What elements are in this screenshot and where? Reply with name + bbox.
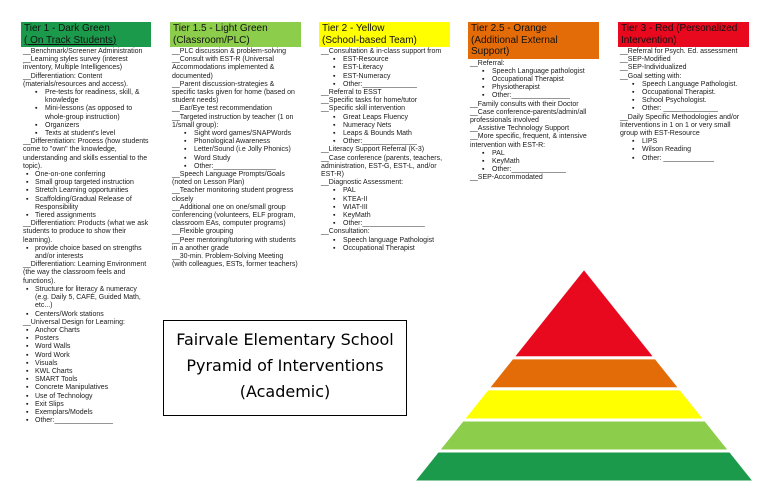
list-item: ▪ Other:________________ xyxy=(172,163,299,171)
list-item: ▪ Pre-tests for readiness, skill, & knowledge xyxy=(23,89,149,105)
list-item: __Differentiation: Learning Environment (the way the classroom feels and functions). xyxy=(23,261,147,285)
list-item: ▪ Posters xyxy=(23,335,149,343)
list-item: ▪ Other:________________ xyxy=(321,220,448,228)
list-item: __Diagnostic Assessment: xyxy=(321,179,404,187)
list-item: ▪ Stretch Learning opportunities xyxy=(23,187,149,195)
tier2-5-column xyxy=(468,22,599,183)
list-item: __Additional one on one/small group conferencing (volunteers, ELF program, classroom EAs, computer programs) xyxy=(172,203,296,228)
list-item: __Consult with EST-R (Universal Accommodations implemented & documented) xyxy=(172,56,275,80)
list-item: ▪ Use of Technology xyxy=(23,393,149,401)
list-item: __More specific, frequent, & intensive intervention with EST-R: xyxy=(470,133,587,149)
list-item: ▪ provide choice based on strengths and/or interests xyxy=(23,245,149,261)
list-item: ▪ Letter/Sound (i.e Jolly Phonics) xyxy=(172,146,299,154)
list-item: ▪ Anchor Charts xyxy=(23,327,149,335)
list-item: ▪ KeyMath xyxy=(470,158,597,166)
pyramid-tier-3 xyxy=(463,389,706,420)
tier2-5-header xyxy=(468,22,599,59)
list-item: ▪ Exit Slips xyxy=(23,401,149,409)
list-item: __Referral to ESST xyxy=(321,89,382,97)
list-item: ▪ KWL Charts xyxy=(23,368,149,376)
list-item: __Differentiation: Content (materials/resources and access). xyxy=(23,72,129,88)
list-item: ▪ Other:______________ xyxy=(470,166,597,174)
tier2-5-subtitle-2: Support) xyxy=(471,46,510,57)
list-item: ▪ Small group targeted instruction xyxy=(23,179,149,187)
list-item: ▪ Concrete Manipulatives xyxy=(23,384,149,392)
tier2-header xyxy=(319,22,450,47)
list-item: __Referral: xyxy=(470,59,505,67)
list-item: ▪ SMART Tools xyxy=(23,376,149,384)
list-item: __Teacher monitoring student progress closely xyxy=(172,187,294,203)
list-item: ▪ Phonological Awareness xyxy=(172,138,299,146)
list-item: ▪ Other: _____________ xyxy=(620,155,747,163)
list-item: __Assistive Technology Support xyxy=(470,125,570,133)
list-item: __Consultation: xyxy=(321,228,370,236)
list-item: __Literacy Support Referral (K-3) xyxy=(321,146,425,154)
tier1-column xyxy=(21,22,151,425)
list-item: __PLC discussion & problem-solving xyxy=(172,48,286,55)
list-item: __Benchmark/Screener Administration xyxy=(23,48,143,55)
list-item: ▪ Great Leaps Fluency xyxy=(321,114,448,122)
list-item: ▪ Leaps & Bounds Math xyxy=(321,130,448,138)
tier2-5-subtitle: (Additional External xyxy=(471,34,558,46)
tier1-title: Tier 1 - Dark Green xyxy=(24,23,110,34)
tier2-column xyxy=(319,22,450,253)
list-item: __SEP-Modified xyxy=(620,56,671,64)
tier2-title: Tier 2 - Yellow xyxy=(322,23,385,34)
list-item: ▪ Physiotherapist xyxy=(470,84,597,92)
school-name: Fairvale Elementary School xyxy=(176,330,394,349)
tier2-5-list xyxy=(468,59,599,183)
list-item: __Speech Language Prompts/Goals (noted on Lesson Plan) xyxy=(172,171,285,187)
tier3-list xyxy=(618,47,749,163)
list-item: ▪ KTEA-II xyxy=(321,196,448,204)
list-item: ▪ Word Work xyxy=(23,352,149,360)
list-item: ▪ Other:_______________ xyxy=(470,92,597,100)
school-title-box xyxy=(163,320,407,416)
pyramid-tier-1 xyxy=(512,268,656,358)
list-item: __Specific tasks for home/tutor xyxy=(321,97,418,105)
tier3-subtitle: Intervention) xyxy=(621,34,677,46)
list-item: __Parent discussion-strategies & specific tasks given for home (based on student needs) xyxy=(172,80,295,105)
document-title: Pyramid of Interventions xyxy=(186,356,384,375)
list-item: __SEP-Individualized xyxy=(620,64,687,72)
list-item: __30-min. Problem-Solving Meeting (with colleagues, ESTs, former teachers) xyxy=(172,253,298,269)
list-item: ▪ Speech Language pathologist xyxy=(470,68,597,76)
list-item: ▪ PAL xyxy=(470,150,597,158)
list-item: ▪ Numeracy Nets xyxy=(321,122,448,130)
list-item: ▪ Scaffolding/Gradual Release of Responsibility xyxy=(23,196,149,212)
list-item: ▪ One-on-one conferring xyxy=(23,171,149,179)
list-item: __Universal Design for Learning: xyxy=(23,318,125,326)
list-item: ▪ Centers/Work stations xyxy=(23,311,149,319)
list-item: __Differentiation: Process (how students come to "own" the knowledge, understanding and skills essential to the topic). xyxy=(23,138,149,170)
list-item: ▪ Word Walls xyxy=(23,343,149,351)
tier2-list xyxy=(319,47,450,253)
list-item: ▪ KeyMath xyxy=(321,212,448,220)
list-item: ▪ Wilson Reading xyxy=(620,146,747,154)
list-item: ▪ Other:_______________ xyxy=(23,417,149,425)
tier1-5-subtitle: (Classroom/PLC) xyxy=(173,34,250,46)
list-item: ▪ Speech language Pathologist xyxy=(321,237,448,245)
list-item: ▪ Other:______________ xyxy=(321,81,448,89)
list-item: __Case conference (parents, teachers, administration, EST-G, EST-L, and/or EST-R) xyxy=(321,154,443,179)
list-item: ▪ Occupational Therapist. xyxy=(620,89,747,97)
list-item: ▪ WIAT-III xyxy=(321,204,448,212)
list-item: ▪ Occupational Therapist xyxy=(470,76,597,84)
list-item: __Specific skill intervention xyxy=(321,105,406,113)
tier3-title: Tier 3 - Red (Personalized xyxy=(621,23,738,34)
list-item: __Differentiation: Products (what we ask students to produce to show their learning). xyxy=(23,220,149,244)
list-item: ▪ Organizers xyxy=(23,122,149,130)
list-item: __Family consults with their Doctor xyxy=(470,100,579,108)
list-item: __Case conference-parents/admin/all professionals involved xyxy=(470,108,587,124)
list-item: ▪ EST-Resource xyxy=(321,56,448,64)
list-item: ▪ Speech Language Pathologist. xyxy=(620,81,747,89)
list-item: ▪ Structure for literacy & numeracy (e.g. Daily 5, CAFÉ, Guided Math, etc...) xyxy=(23,286,149,311)
tier1-5-column xyxy=(170,22,301,269)
tier1-5-header xyxy=(170,22,301,47)
list-item: ▪ Tiered assignments xyxy=(23,212,149,220)
list-item: __Learning styles survey (interest inventory, Multiple Intelligences) xyxy=(23,56,128,72)
list-item: __Flexible grouping xyxy=(172,228,234,236)
tier1-subtitle: ( On Track Students) xyxy=(24,34,117,46)
list-item: __Goal setting with: xyxy=(620,72,682,80)
tier2-subtitle: (School-based Team) xyxy=(322,34,417,46)
list-item: ▪ Word Study xyxy=(172,155,299,163)
tier1-5-title: Tier 1.5 - Light Green xyxy=(173,23,268,34)
list-item: ▪ School Psychologist. xyxy=(620,97,747,105)
tier1-5-list xyxy=(170,47,301,269)
tier2-5-title: Tier 2.5 - Orange xyxy=(471,23,547,34)
pyramid-graphic xyxy=(413,268,755,482)
list-item: __SEP-Accommodated xyxy=(470,174,543,182)
tier1-list xyxy=(21,47,151,425)
list-item: __Referral for Psych. Ed. assessment xyxy=(620,48,738,55)
list-item: ▪ Other: ______________ xyxy=(620,105,747,113)
pyramid-tier-5 xyxy=(413,451,755,482)
list-item: ▪ LIPS xyxy=(620,138,747,146)
list-item: __Consultation & in-class support from xyxy=(321,48,442,55)
document-subtitle: (Academic) xyxy=(239,382,331,401)
list-item: __Daily Specific Methodologies and/or Interventions in 1 on 1 or very small group with EST-Resource xyxy=(620,113,740,138)
list-item: __Targeted instruction by teacher (1 on 1/small group): xyxy=(172,113,294,129)
list-item: ▪ Exemplars/Models xyxy=(23,409,149,417)
list-item: ▪ Occupational Therapist xyxy=(321,245,448,253)
list-item: ▪ Sight word games/SNAPWords xyxy=(172,130,299,138)
pyramid-tier-4 xyxy=(438,420,730,451)
list-item: ▪ Texts at student's level xyxy=(23,130,149,138)
list-item: ▪ EST-Numeracy xyxy=(321,73,448,81)
list-item: ▪ Visuals xyxy=(23,360,149,368)
list-item: __Ear/Eye test recommendation xyxy=(172,105,272,113)
tier3-column xyxy=(618,22,749,163)
list-item: ▪ Other:______________ xyxy=(321,138,448,146)
pyramid-tier-2 xyxy=(487,358,680,389)
list-item: ▪ Mini-lessons (as opposed to whole-group instruction) xyxy=(23,105,149,121)
list-item: ▪ EST-Literacy xyxy=(321,64,448,72)
tier3-header xyxy=(618,22,749,47)
list-item: ▪ PAL xyxy=(321,187,448,195)
tier1-header xyxy=(21,22,151,47)
list-item: __Peer mentoring/tutoring with students in a another grade xyxy=(172,236,296,252)
